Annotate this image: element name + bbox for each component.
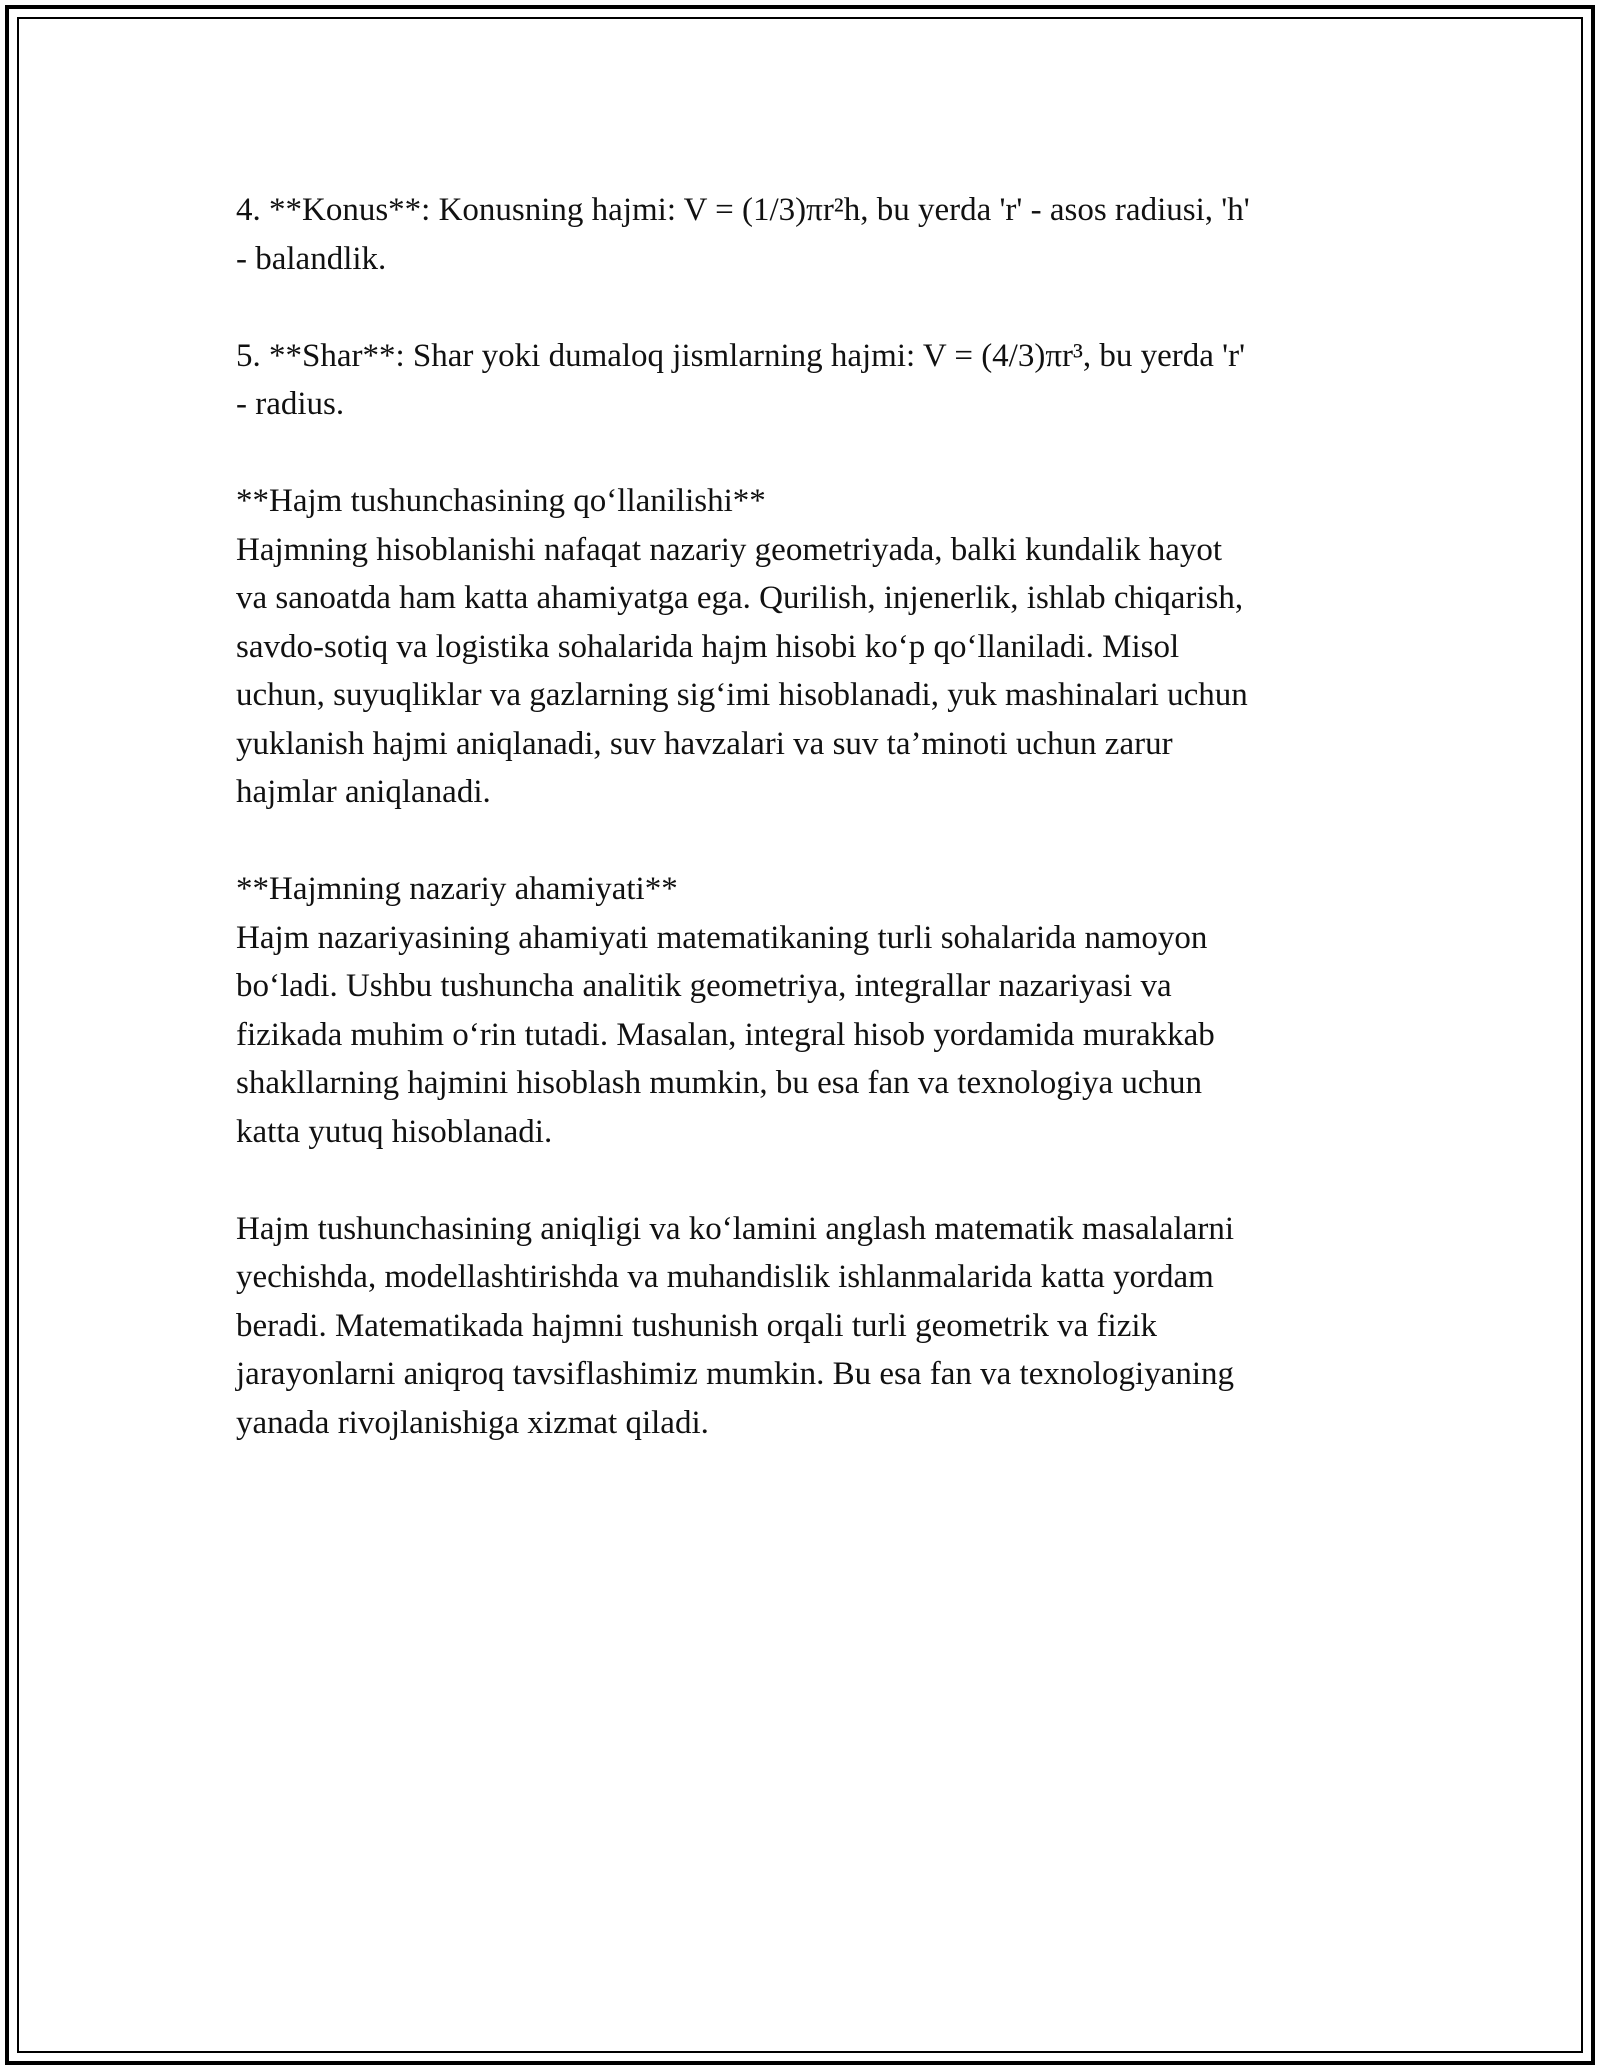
text-line: va sanoatda ham katta ahamiyatga ega. Qurilish, injenerlik, ishlab chiqarish, <box>236 580 1244 616</box>
text-line: Hajm nazariyasining ahamiyati matematikaning turli sohalarida namoyon <box>236 919 1208 956</box>
text-line: fizikada muhim o‘rin tutadi. Masalan, integral hisob yordamida murakkab <box>236 1016 1215 1053</box>
section-heading: **Hajm tushunchasining qo‘llanilishi** <box>236 483 766 519</box>
text-line: Hajmning hisoblanishi nafaqat nazariy geometriyada, balki kundalik hayot <box>236 531 1223 568</box>
text-line: 4. **Konus**: Konusning hajmi: V = (1/3)πr²h, bu yerda 'r' - asos radiusi, 'h' <box>236 192 1250 228</box>
text-line: savdo-sotiq va logistika sohalarida hajm hisobi ko‘p qo‘llaniladi. Misol <box>236 628 1180 665</box>
text-line: yanada rivojlanishiga xizmat qiladi. <box>236 1404 709 1441</box>
text-line: jarayonlarni aniqroq tavsiflashimiz mumkin. Bu esa fan va texnologiyaning <box>236 1356 1235 1392</box>
text-line: beradi. Matematikada hajmni tushunish orqali turli geometrik va fizik <box>236 1307 1158 1344</box>
text-line: - radius. <box>236 386 345 422</box>
text-line: bo‘ladi. Ushbu tushuncha analitik geometriya, integrallar nazariyasi va <box>236 968 1172 1004</box>
text-line: yuklanish hajmi aniqlanadi, suv havzalari va suv ta’minoti uchun zarur <box>236 725 1173 762</box>
document-body <box>236 186 1366 1496</box>
paragraph-theory <box>236 865 1366 1156</box>
text-line: yechishda, modellashtirishda va muhandislik ishlanmalarida katta yordam <box>236 1259 1214 1295</box>
text-line: Hajm tushunchasining aniqligi va ko‘lamini anglash matematik masalalarni <box>236 1210 1235 1247</box>
text-line: 5. **Shar**: Shar yoki dumaloq jismlarning hajmi: V = (4/3)πr³, bu yerda 'r' <box>236 337 1246 374</box>
text-line: hajmlar aniqlanadi. <box>236 774 491 810</box>
text-line: shakllarning hajmini hisoblash mumkin, bu esa fan va texnologiya uchun <box>236 1065 1202 1101</box>
text-line: uchun, suyuqliklar va gazlarning sig‘imi hisoblanadi, yuk mashinalari uchun <box>236 677 1248 713</box>
paragraph-shar <box>236 332 1366 429</box>
text-line: - balandlik. <box>236 240 387 277</box>
paragraph-conclusion <box>236 1205 1366 1448</box>
paragraph-konus <box>236 186 1366 283</box>
section-heading: **Hajmning nazariy ahamiyati** <box>236 871 678 907</box>
paragraph-application <box>236 477 1366 817</box>
text-line: katta yutuq hisoblanadi. <box>236 1113 553 1150</box>
